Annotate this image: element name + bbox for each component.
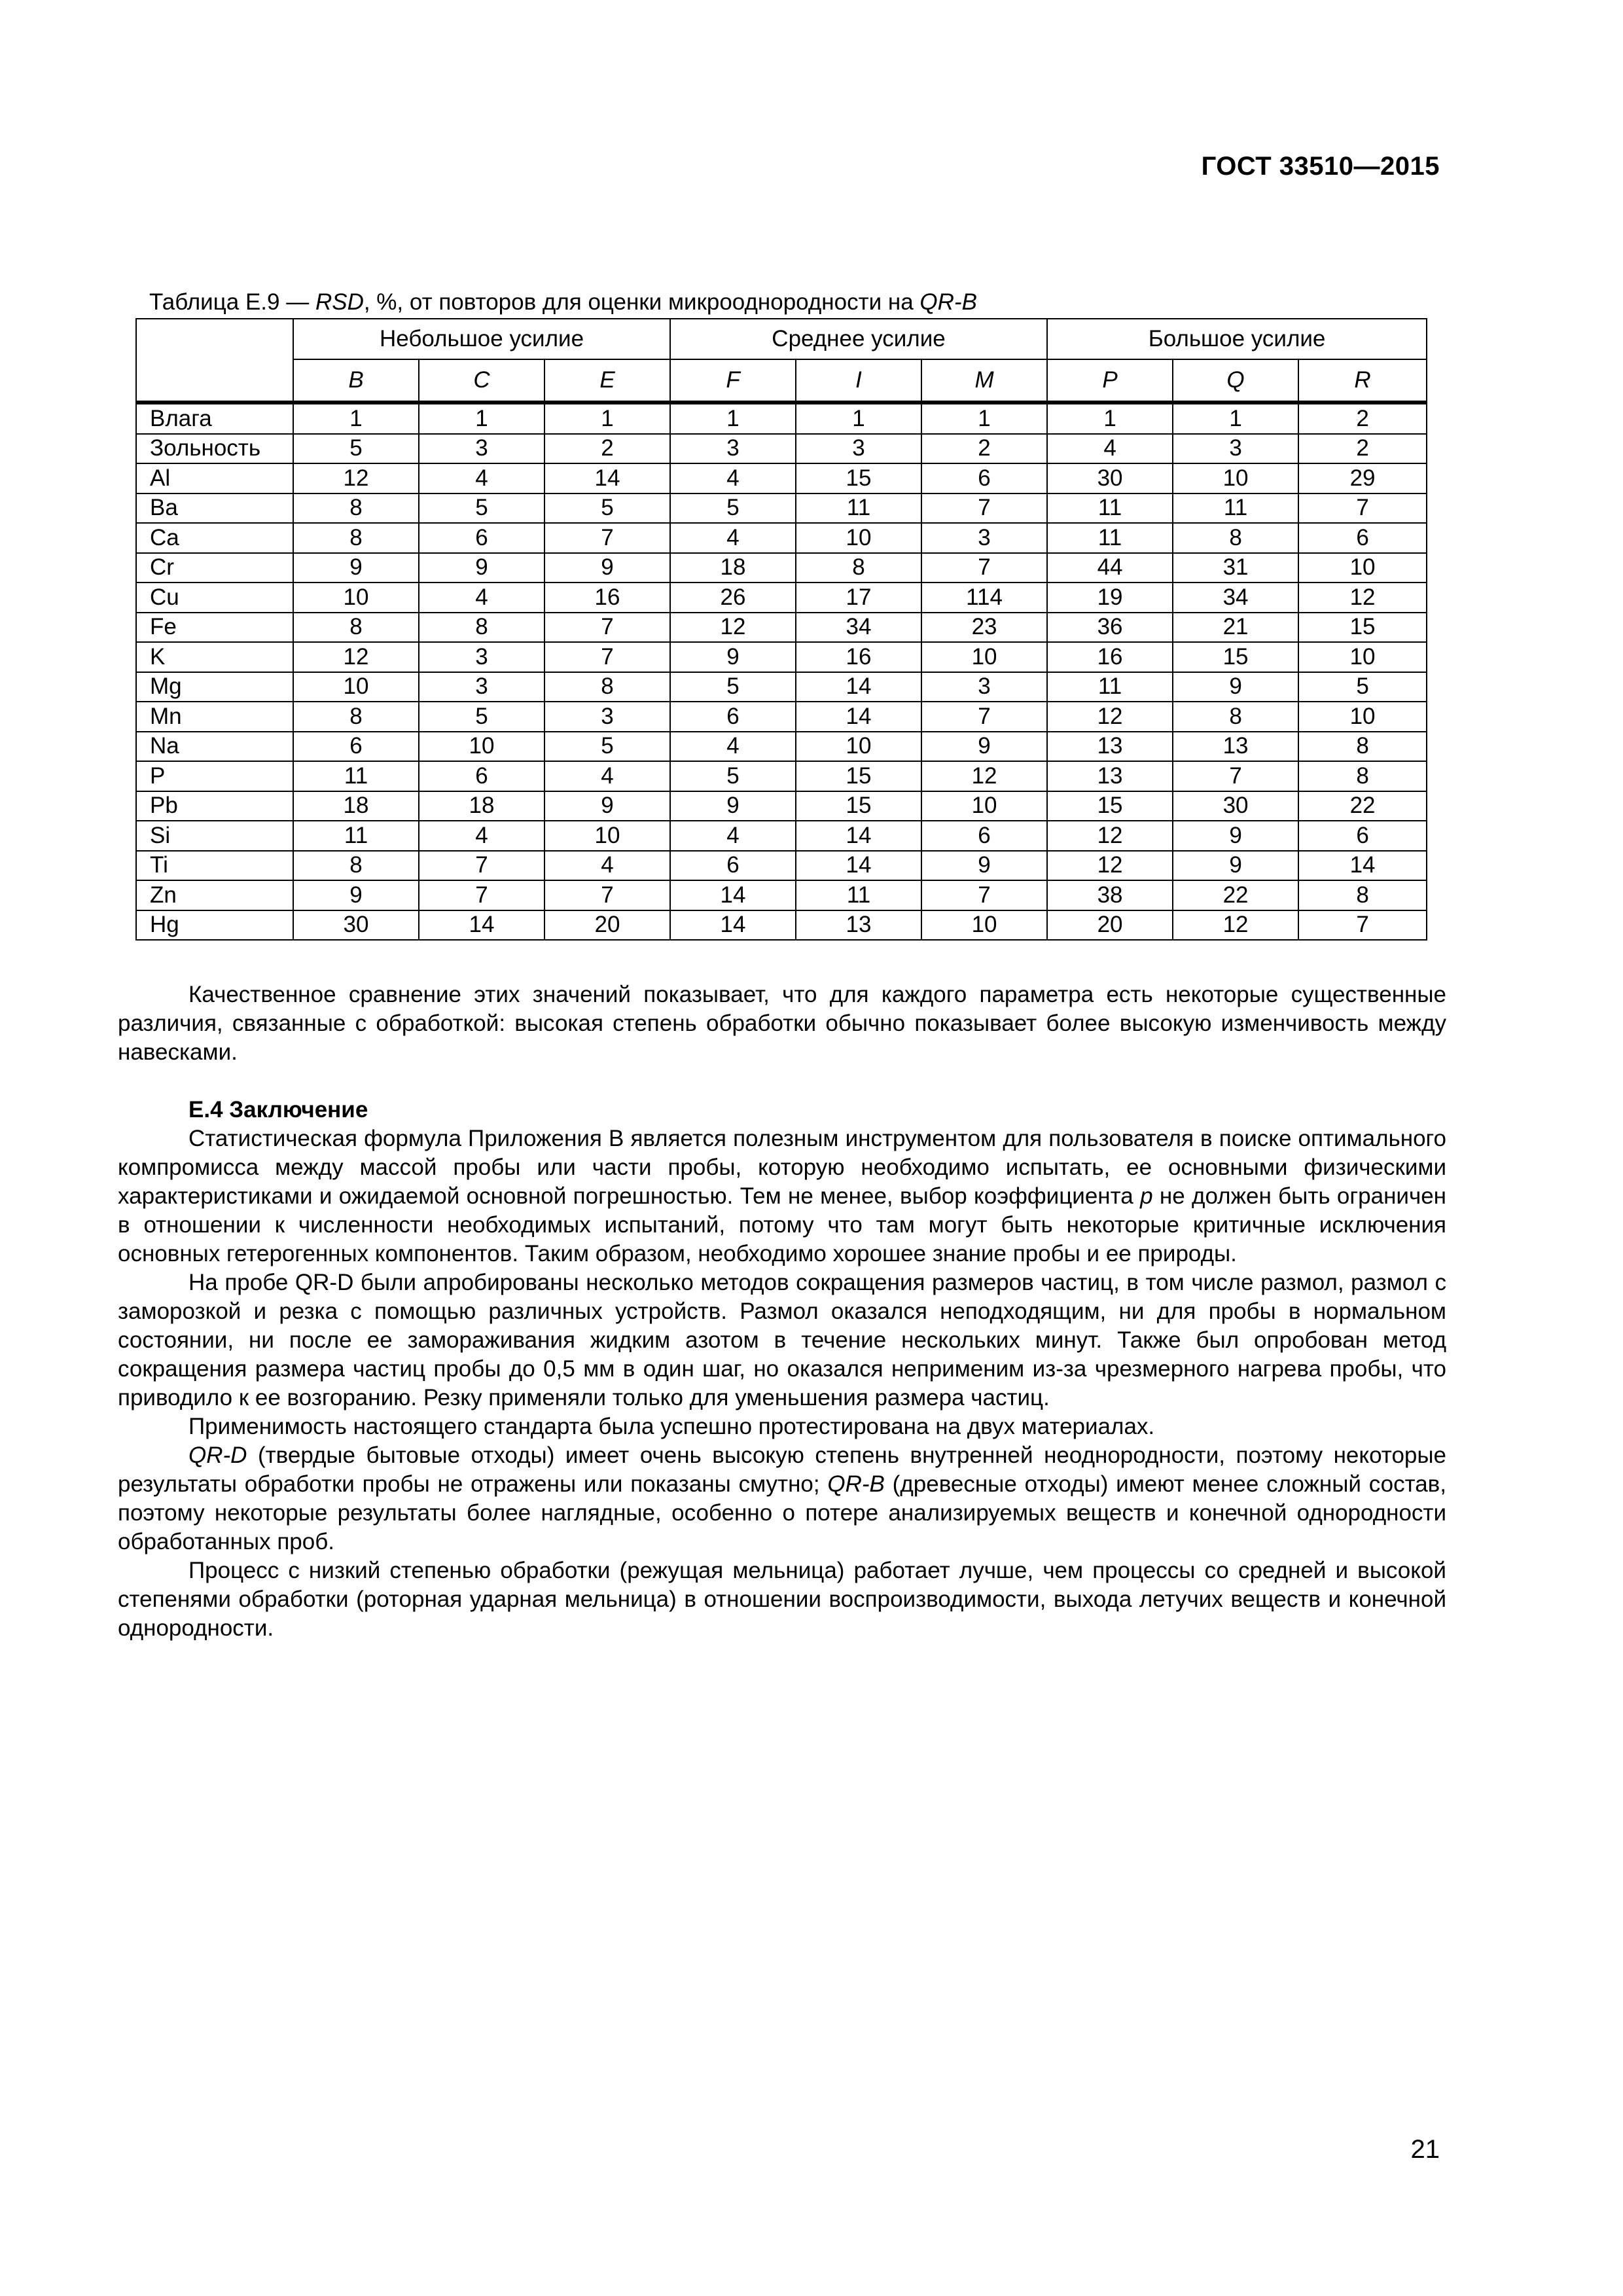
table-cell: 8 xyxy=(1298,761,1427,791)
table-cell: 12 xyxy=(293,463,419,493)
table-cell: 26 xyxy=(670,583,796,613)
table-cell: 2 xyxy=(1298,434,1427,464)
table-row xyxy=(136,910,1427,941)
table-cell: 1 xyxy=(1173,403,1298,434)
table-cell: 11 xyxy=(796,880,921,910)
table-cell: 4 xyxy=(419,821,544,851)
table-cell: 1 xyxy=(670,403,796,434)
table-cell: 9 xyxy=(1173,672,1298,702)
table-row xyxy=(136,791,1427,821)
table-cell: 44 xyxy=(1047,553,1173,583)
table-row-label: Al xyxy=(136,463,293,493)
table-cell: 8 xyxy=(1298,880,1427,910)
table-column-header: B xyxy=(293,359,419,403)
table-row xyxy=(136,851,1427,881)
table-cell: 3 xyxy=(419,672,544,702)
table-cell: 6 xyxy=(293,732,419,762)
conclusion-paragraph-3: Применимость настоящего стандарта была успешно протестирована на двух материалах. xyxy=(188,1414,1155,1439)
table-cell: 8 xyxy=(293,523,419,553)
table-cell: 1 xyxy=(921,403,1047,434)
table-cell: 15 xyxy=(796,791,921,821)
conclusion-paragraph-4-part-b: (древесные отходы) имеют менее сложный состав, поэтому некоторые результаты более наглядные, особенно о потере анализируемых веществ и конечной однородности обработанных проб. xyxy=(118,1471,1447,1554)
table-cell: 1 xyxy=(544,403,670,434)
table-cell: 1 xyxy=(419,403,544,434)
table-cell: 2 xyxy=(544,434,670,464)
table-caption-sample: QR-B xyxy=(919,289,977,315)
table-cell: 9 xyxy=(921,851,1047,881)
table-cell: 9 xyxy=(921,732,1047,762)
table-cell: 3 xyxy=(921,672,1047,702)
table-row-label: Zn xyxy=(136,880,293,910)
table-cell: 6 xyxy=(670,702,796,732)
table-cell: 14 xyxy=(796,672,921,702)
table-cell: 22 xyxy=(1173,880,1298,910)
table-cell: 31 xyxy=(1173,553,1298,583)
table-row-label: Cu xyxy=(136,583,293,613)
table-cell: 7 xyxy=(921,553,1047,583)
table-cell: 12 xyxy=(1047,702,1173,732)
conclusion-paragraph-4-part-a: (твердые бытовые отходы) имеет очень высокую степень внутренней неоднородности, поэтому некоторые результаты обработки пробы не отражены или показаны смутно; xyxy=(118,1443,1446,1497)
conclusion-paragraph-1-part-b: не должен быть ограничен в отношении к численности необходимых испытаний, потому что там могут быть некоторые критичные исключения основных гетерогенных компонентов. Таким образом, необходимо хорошее знание пробы и ее природы. xyxy=(118,1183,1446,1266)
table-cell: 10 xyxy=(293,583,419,613)
table-cell: 19 xyxy=(1047,583,1173,613)
table-cell: 1 xyxy=(293,403,419,434)
table-cell: 7 xyxy=(921,880,1047,910)
conclusion-paragraph-4 xyxy=(118,1441,1446,1556)
table-cell: 15 xyxy=(1047,791,1173,821)
table-cell: 1 xyxy=(1047,403,1173,434)
table-cell: 7 xyxy=(544,880,670,910)
table-cell: 4 xyxy=(544,761,670,791)
conclusion-paragraph-5: Процесс с низкий степенью обработки (режущая мельница) работает лучше, чем процессы со средней и высокой степенями обработки (роторная ударная мельница) в отношении воспроизводимости, выхода летучих веществ и конечной однородности. xyxy=(118,1558,1446,1641)
table-cell: 8 xyxy=(293,851,419,881)
table-cell: 8 xyxy=(796,553,921,583)
table-group-high-effort: Большое усилие xyxy=(1047,319,1427,359)
table-column-header-row xyxy=(136,359,1427,403)
table-cell: 4 xyxy=(1047,434,1173,464)
table-cell: 10 xyxy=(921,910,1047,941)
table-row-label: Зольность xyxy=(136,434,293,464)
table-cell: 12 xyxy=(921,761,1047,791)
table-cell: 7 xyxy=(921,493,1047,524)
table-column-header: R xyxy=(1298,359,1427,403)
table-cell: 7 xyxy=(1173,761,1298,791)
table-row xyxy=(136,613,1427,643)
table-cell: 6 xyxy=(1298,523,1427,553)
table-cell: 4 xyxy=(419,583,544,613)
table-cell: 13 xyxy=(796,910,921,941)
table-row xyxy=(136,463,1427,493)
table-cell: 3 xyxy=(1173,434,1298,464)
table-cell: 9 xyxy=(419,553,544,583)
table-cell: 30 xyxy=(1173,791,1298,821)
comparison-paragraph: Качественное сравнение этих значений показывает, что для каждого параметра есть некоторые существенные различия, связанные с обработкой: высокая степень обработки обычно показывает более высокую изменчивость между навесками. xyxy=(118,982,1446,1065)
table-row xyxy=(136,583,1427,613)
table-cell: 1 xyxy=(796,403,921,434)
table-caption-prefix: Таблица Е.9 — xyxy=(149,289,315,315)
table-cell: 3 xyxy=(419,642,544,672)
table-cell: 20 xyxy=(1047,910,1173,941)
table-caption-rsd: RSD xyxy=(315,289,364,315)
table-cell: 9 xyxy=(1173,821,1298,851)
table-cell: 10 xyxy=(921,642,1047,672)
table-cell: 36 xyxy=(1047,613,1173,643)
table-cell: 9 xyxy=(293,880,419,910)
table-cell: 5 xyxy=(670,493,796,524)
table-cell: 7 xyxy=(1298,493,1427,524)
table-cell: 6 xyxy=(670,851,796,881)
table-cell: 13 xyxy=(1047,761,1173,791)
document-header-standard: ГОСТ 33510—2015 xyxy=(1201,152,1440,181)
table-column-header: I xyxy=(796,359,921,403)
table-cell: 18 xyxy=(419,791,544,821)
table-cell: 18 xyxy=(670,553,796,583)
table-row xyxy=(136,821,1427,851)
table-cell: 10 xyxy=(293,672,419,702)
table-cell: 5 xyxy=(670,761,796,791)
table-cell: 6 xyxy=(921,463,1047,493)
table-cell: 20 xyxy=(544,910,670,941)
table-cell: 9 xyxy=(1173,851,1298,881)
table-cell: 14 xyxy=(796,851,921,881)
table-cell: 8 xyxy=(544,672,670,702)
table-cell: 6 xyxy=(921,821,1047,851)
table-cell: 8 xyxy=(1298,732,1427,762)
table-cell: 4 xyxy=(419,463,544,493)
table-row xyxy=(136,702,1427,732)
table-column-header: C xyxy=(419,359,544,403)
table-corner-cell xyxy=(136,319,293,403)
table-cell: 7 xyxy=(419,880,544,910)
table-row xyxy=(136,523,1427,553)
table-cell: 3 xyxy=(670,434,796,464)
table-cell: 6 xyxy=(419,523,544,553)
table-column-header: Q xyxy=(1173,359,1298,403)
table-cell: 3 xyxy=(796,434,921,464)
table-cell: 9 xyxy=(544,553,670,583)
table-row xyxy=(136,761,1427,791)
table-cell: 5 xyxy=(293,434,419,464)
comparison-text xyxy=(118,980,1446,1067)
table-cell: 114 xyxy=(921,583,1047,613)
table-cell: 3 xyxy=(544,702,670,732)
table-row-label: Na xyxy=(136,732,293,762)
table-cell: 13 xyxy=(1173,732,1298,762)
table-cell: 9 xyxy=(544,791,670,821)
table-row-label: Mg xyxy=(136,672,293,702)
table-row-label: Cr xyxy=(136,553,293,583)
table-cell: 5 xyxy=(544,732,670,762)
conclusion-paragraph-2: На пробе QR-D были апробированы несколько методов сокращения размеров частиц, в том числе размол, размол с заморозкой и резка с помощью различных устройств. Размол оказался неподходящим, ни для пробы в нормальном состоянии, ни после ее замораживания жидким азотом в течение нескольких минут. Также был опробован метод сокращения размера частиц пробы до 0,5 мм в один шаг, но оказался неприменим из-за чрезмерного нагрева пробы, что приводило к ее возгоранию. Резку применяли только для уменьшения размера частиц. xyxy=(118,1270,1446,1410)
table-cell: 15 xyxy=(796,761,921,791)
table-cell: 4 xyxy=(670,821,796,851)
table-cell: 14 xyxy=(419,910,544,941)
table-cell: 11 xyxy=(1047,493,1173,524)
table-group-header-row xyxy=(136,319,1427,359)
table-row xyxy=(136,493,1427,524)
table-cell: 7 xyxy=(419,851,544,881)
table-cell: 7 xyxy=(1298,910,1427,941)
table-cell: 4 xyxy=(670,523,796,553)
conclusion-section xyxy=(118,1096,1446,1643)
table-cell: 9 xyxy=(293,553,419,583)
table-row-label: Mn xyxy=(136,702,293,732)
table-group-medium-effort: Среднее усилие xyxy=(670,319,1047,359)
table-cell: 16 xyxy=(544,583,670,613)
rsd-table xyxy=(135,318,1427,941)
table-cell: 7 xyxy=(544,642,670,672)
table-cell: 16 xyxy=(796,642,921,672)
table-body xyxy=(136,403,1427,940)
table-cell: 22 xyxy=(1298,791,1427,821)
table-row-label: Hg xyxy=(136,910,293,941)
table-cell: 10 xyxy=(796,523,921,553)
table-cell: 15 xyxy=(796,463,921,493)
table-cell: 15 xyxy=(1173,642,1298,672)
table-cell: 8 xyxy=(419,613,544,643)
table-cell: 30 xyxy=(293,910,419,941)
table-cell: 6 xyxy=(419,761,544,791)
table-row xyxy=(136,672,1427,702)
table-cell: 8 xyxy=(1173,702,1298,732)
table-row xyxy=(136,642,1427,672)
table-cell: 11 xyxy=(293,761,419,791)
table-cell: 3 xyxy=(921,523,1047,553)
table-cell: 16 xyxy=(1047,642,1173,672)
table-column-header: E xyxy=(544,359,670,403)
table-cell: 10 xyxy=(921,791,1047,821)
table-column-header: F xyxy=(670,359,796,403)
table-row-label: Ti xyxy=(136,851,293,881)
table-row-label: Влага xyxy=(136,403,293,434)
table-cell: 23 xyxy=(921,613,1047,643)
table-cell: 29 xyxy=(1298,463,1427,493)
table-cell: 10 xyxy=(1298,702,1427,732)
table-cell: 38 xyxy=(1047,880,1173,910)
table-cell: 12 xyxy=(1047,821,1173,851)
table-cell: 14 xyxy=(1298,851,1427,881)
table-row xyxy=(136,732,1427,762)
table-cell: 14 xyxy=(670,880,796,910)
table-cell: 30 xyxy=(1047,463,1173,493)
page-number: 21 xyxy=(1410,2135,1440,2164)
table-cell: 13 xyxy=(1047,732,1173,762)
table-cell: 17 xyxy=(796,583,921,613)
sample-qrb-label: QR-B xyxy=(827,1471,885,1497)
table-cell: 8 xyxy=(293,493,419,524)
table-cell: 11 xyxy=(1173,493,1298,524)
table-row xyxy=(136,553,1427,583)
table-cell: 14 xyxy=(670,910,796,941)
table-cell: 4 xyxy=(670,732,796,762)
table-cell: 10 xyxy=(1298,553,1427,583)
table-cell: 5 xyxy=(419,493,544,524)
table-cell: 5 xyxy=(670,672,796,702)
table-caption-middle: , %, от повторов для оценки микрооднородности на xyxy=(363,289,920,315)
table-cell: 9 xyxy=(670,791,796,821)
conclusion-paragraph-1-part-a: Статистическая формула Приложения В является полезным инструментом для пользователя в поиске оптимального компромисса между массой пробы или части пробы, которую необходимо испытать, ее основными физическими характеристиками и ожидаемой основной погрешностью. Тем не менее, выбор коэффициента xyxy=(118,1126,1446,1209)
table-cell: 2 xyxy=(921,434,1047,464)
table-cell: 8 xyxy=(293,613,419,643)
conclusion-paragraph-1 xyxy=(118,1124,1446,1268)
table-cell: 34 xyxy=(1173,583,1298,613)
table-row-label: Si xyxy=(136,821,293,851)
section-title: Е.4 Заключение xyxy=(188,1097,368,1122)
table-row-label: P xyxy=(136,761,293,791)
table-cell: 9 xyxy=(670,642,796,672)
table-cell: 3 xyxy=(419,434,544,464)
table-cell: 10 xyxy=(796,732,921,762)
table-row-label: Fe xyxy=(136,613,293,643)
table-cell: 14 xyxy=(796,821,921,851)
table-cell: 11 xyxy=(1047,672,1173,702)
table-cell: 8 xyxy=(293,702,419,732)
table-row xyxy=(136,403,1427,434)
table-cell: 10 xyxy=(1173,463,1298,493)
table-cell: 14 xyxy=(796,702,921,732)
table-cell: 11 xyxy=(796,493,921,524)
table-cell: 5 xyxy=(1298,672,1427,702)
table-cell: 12 xyxy=(1173,910,1298,941)
table-row xyxy=(136,434,1427,464)
table-cell: 4 xyxy=(544,851,670,881)
table-cell: 8 xyxy=(1173,523,1298,553)
table-cell: 14 xyxy=(544,463,670,493)
table-cell: 4 xyxy=(670,463,796,493)
table-cell: 2 xyxy=(1298,403,1427,434)
table-cell: 12 xyxy=(293,642,419,672)
table-cell: 34 xyxy=(796,613,921,643)
table-group-low-effort: Небольшое усилие xyxy=(293,319,670,359)
table-cell: 5 xyxy=(544,493,670,524)
table-row-label: Pb xyxy=(136,791,293,821)
table-cell: 10 xyxy=(544,821,670,851)
table-cell: 6 xyxy=(1298,821,1427,851)
table-column-header: P xyxy=(1047,359,1173,403)
table-row-label: Ca xyxy=(136,523,293,553)
table-cell: 11 xyxy=(293,821,419,851)
table-cell: 7 xyxy=(921,702,1047,732)
table-cell: 12 xyxy=(670,613,796,643)
table-cell: 10 xyxy=(1298,642,1427,672)
table-cell: 10 xyxy=(419,732,544,762)
table-caption xyxy=(149,289,977,315)
table-row-label: Ba xyxy=(136,493,293,524)
table-cell: 11 xyxy=(1047,523,1173,553)
table-cell: 18 xyxy=(293,791,419,821)
table-cell: 7 xyxy=(544,523,670,553)
table-cell: 12 xyxy=(1298,583,1427,613)
table-row-label: K xyxy=(136,642,293,672)
table-cell: 5 xyxy=(419,702,544,732)
table-cell: 21 xyxy=(1173,613,1298,643)
table-cell: 7 xyxy=(544,613,670,643)
table-cell: 15 xyxy=(1298,613,1427,643)
coefficient-symbol: p xyxy=(1140,1183,1153,1209)
table-cell: 12 xyxy=(1047,851,1173,881)
table-row xyxy=(136,880,1427,910)
table-column-header: M xyxy=(921,359,1047,403)
sample-qrd-label: QR-D xyxy=(188,1443,247,1468)
